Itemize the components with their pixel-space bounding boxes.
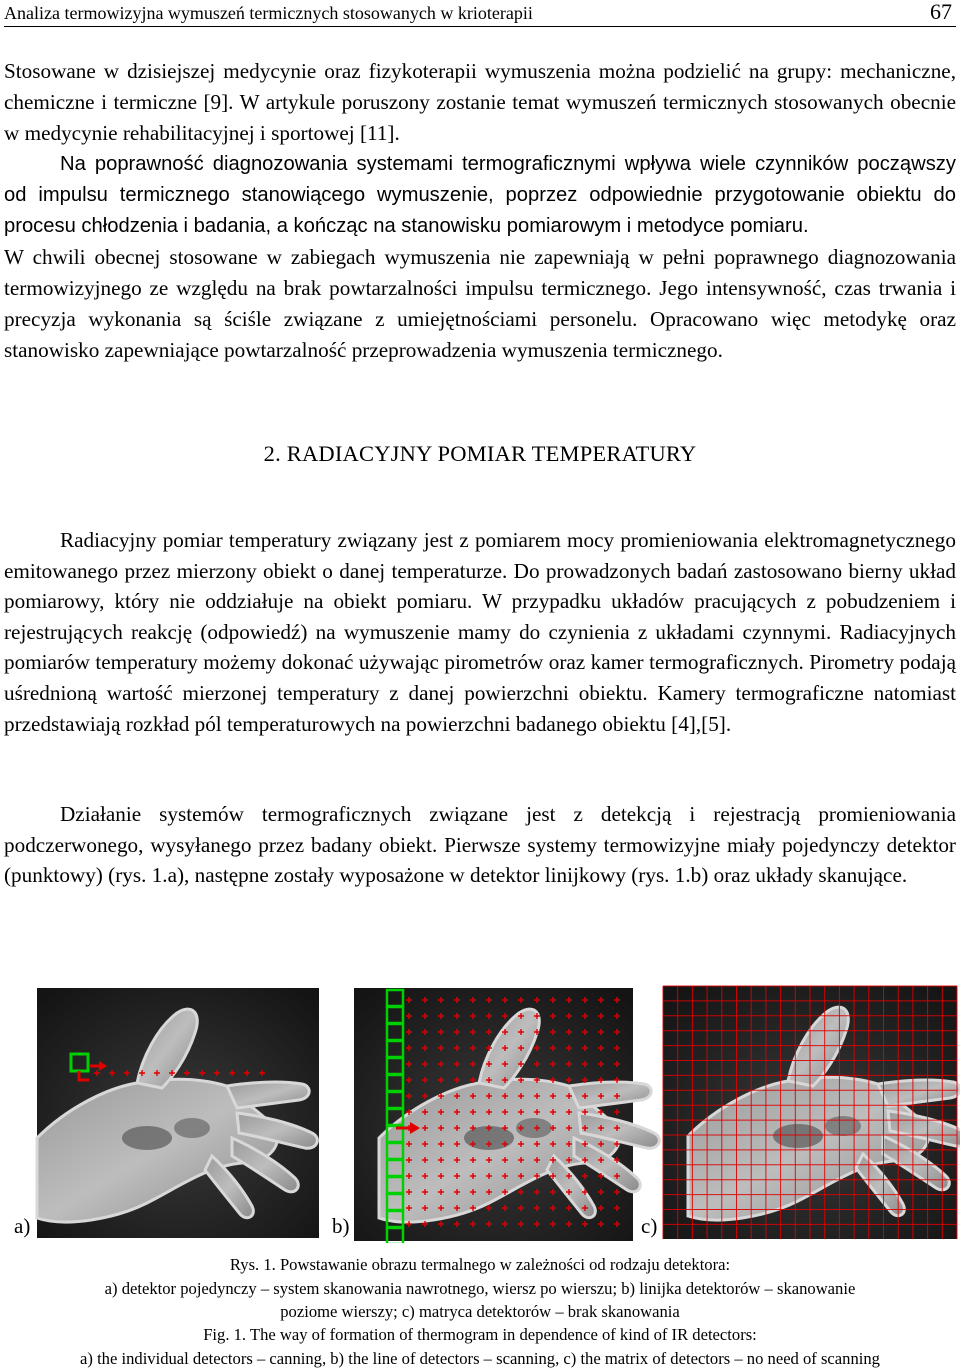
caption-pl-1: Rys. 1. Powstawanie obrazu termalnego w zależności od rodzaju detektora: — [229, 1255, 731, 1274]
header-title: Analiza termowizyjna wymuszeń termicznych stosowanych w krioterapii — [4, 3, 533, 23]
page-number: 67 — [930, 0, 952, 24]
figure-label-c: c) — [641, 1214, 658, 1238]
running-header — [4, 0, 956, 27]
section-heading: 2. RADIACYJNY POMIAR TEMPERATURY — [263, 441, 697, 466]
paragraph-methodology — [4, 242, 956, 366]
caption-en-2: a) the individual detectors – canning, b) the line of detectors – scanning, c) the matrix of detectors – no need of scanning — [80, 1349, 880, 1368]
detector-matrix — [663, 986, 957, 1239]
paragraph-intro: Stosowane w dzisiejszej medycynie oraz fizykoterapii wymuszenia można podzielić na grupy: mechaniczne, chemiczne i termiczne [9]. W artykule poruszony zostanie temat wymuszeń termicznych stosowanych obecnie w medycynie rehabilitacyjnej i sportowej [11]. — [4, 59, 956, 145]
figure-thermal-images — [0, 983, 960, 1243]
figure-label-a: a) — [14, 1214, 31, 1238]
panel-b — [354, 988, 659, 1243]
panel-c — [663, 986, 960, 1239]
paragraph-systems: Działanie systemów termograficznych związane jest z detekcją i rejestracją promieniowania podczerwonego, wysyłanego przez badany obiekt. Pierwsze systemy termowizyjne miały pojedynczy detektor (punktowy) (rys. 1.a), następne zostały wyposażone w detektor linijkowy (rys. 1.b) oraz układy skanujące. — [4, 802, 956, 888]
paragraph-diagnosis: Na poprawność diagnozowania systemami termograficznymi wpływa wiele czynników począwszy od impulsu termicznego stanowiącego wymuszenie, poprzez odpowiednie przygotowanie obiektu do procesu chłodzenia i badania, a kończąc na stanowisku pomiarowym i metodyce pomiaru. — [4, 153, 956, 238]
caption-pl-2: a) detektor pojedynczy – system skanowania nawrotnego, wiersz po wierszu; b) linijka detektorów – skanowanie — [104, 1279, 856, 1298]
caption-pl-3: poziome wierszy; c) matryca detektorów – brak skanowania — [280, 1302, 680, 1321]
caption-en-1: Fig. 1. The way of formation of thermogram in dependence of kind of IR detectors: — [203, 1325, 757, 1344]
paragraph-radiation: Radiacyjny pomiar temperatury związany jest z pomiarem mocy promieniowania elektromagnetycznego emitowanego przez mierzony obiekt o danej temperaturze. Do prowadzonych badań zastosowano bierny układ pomiarowy, który nie oddziałuje na obiekt pomiaru. W przypadku układów pracujących z pobudzeniem i rejestrujących reakcję (odpowiedź) na wymuszenie mamy do czynienia z układami czynnymi. Radiacyjnych pomiarów temperatury możemy dokonać używając pirometrów oraz kamer termograficznych. Pirometry podają uśrednioną wartość mierzonej temperatury z danej powierzchni obiektu. Kamery termograficzne natomiast przedstawiają rozkład pól temperaturowych na powierzchni badanego obiektu [4],[5]. — [4, 528, 956, 736]
panel-a — [37, 988, 319, 1238]
figure-svg — [0, 983, 960, 1243]
figure-label-b: b) — [332, 1214, 350, 1238]
methodology-text: W chwili obecnej stosowane w zabiegach wymuszenia nie zapewniają w pełni poprawnego diagnozowania termowizyjnego ze względu na brak powtarzalności impulsu termicznego. Jego intensywność, czas trwania i precyzja wykonania są ściśle związane z umiejętnościami personelu. Opracowano więc metodykę oraz stanowisko zapewniające powtarzalność przeprowadzenia wymuszenia termicznego. — [4, 245, 956, 362]
